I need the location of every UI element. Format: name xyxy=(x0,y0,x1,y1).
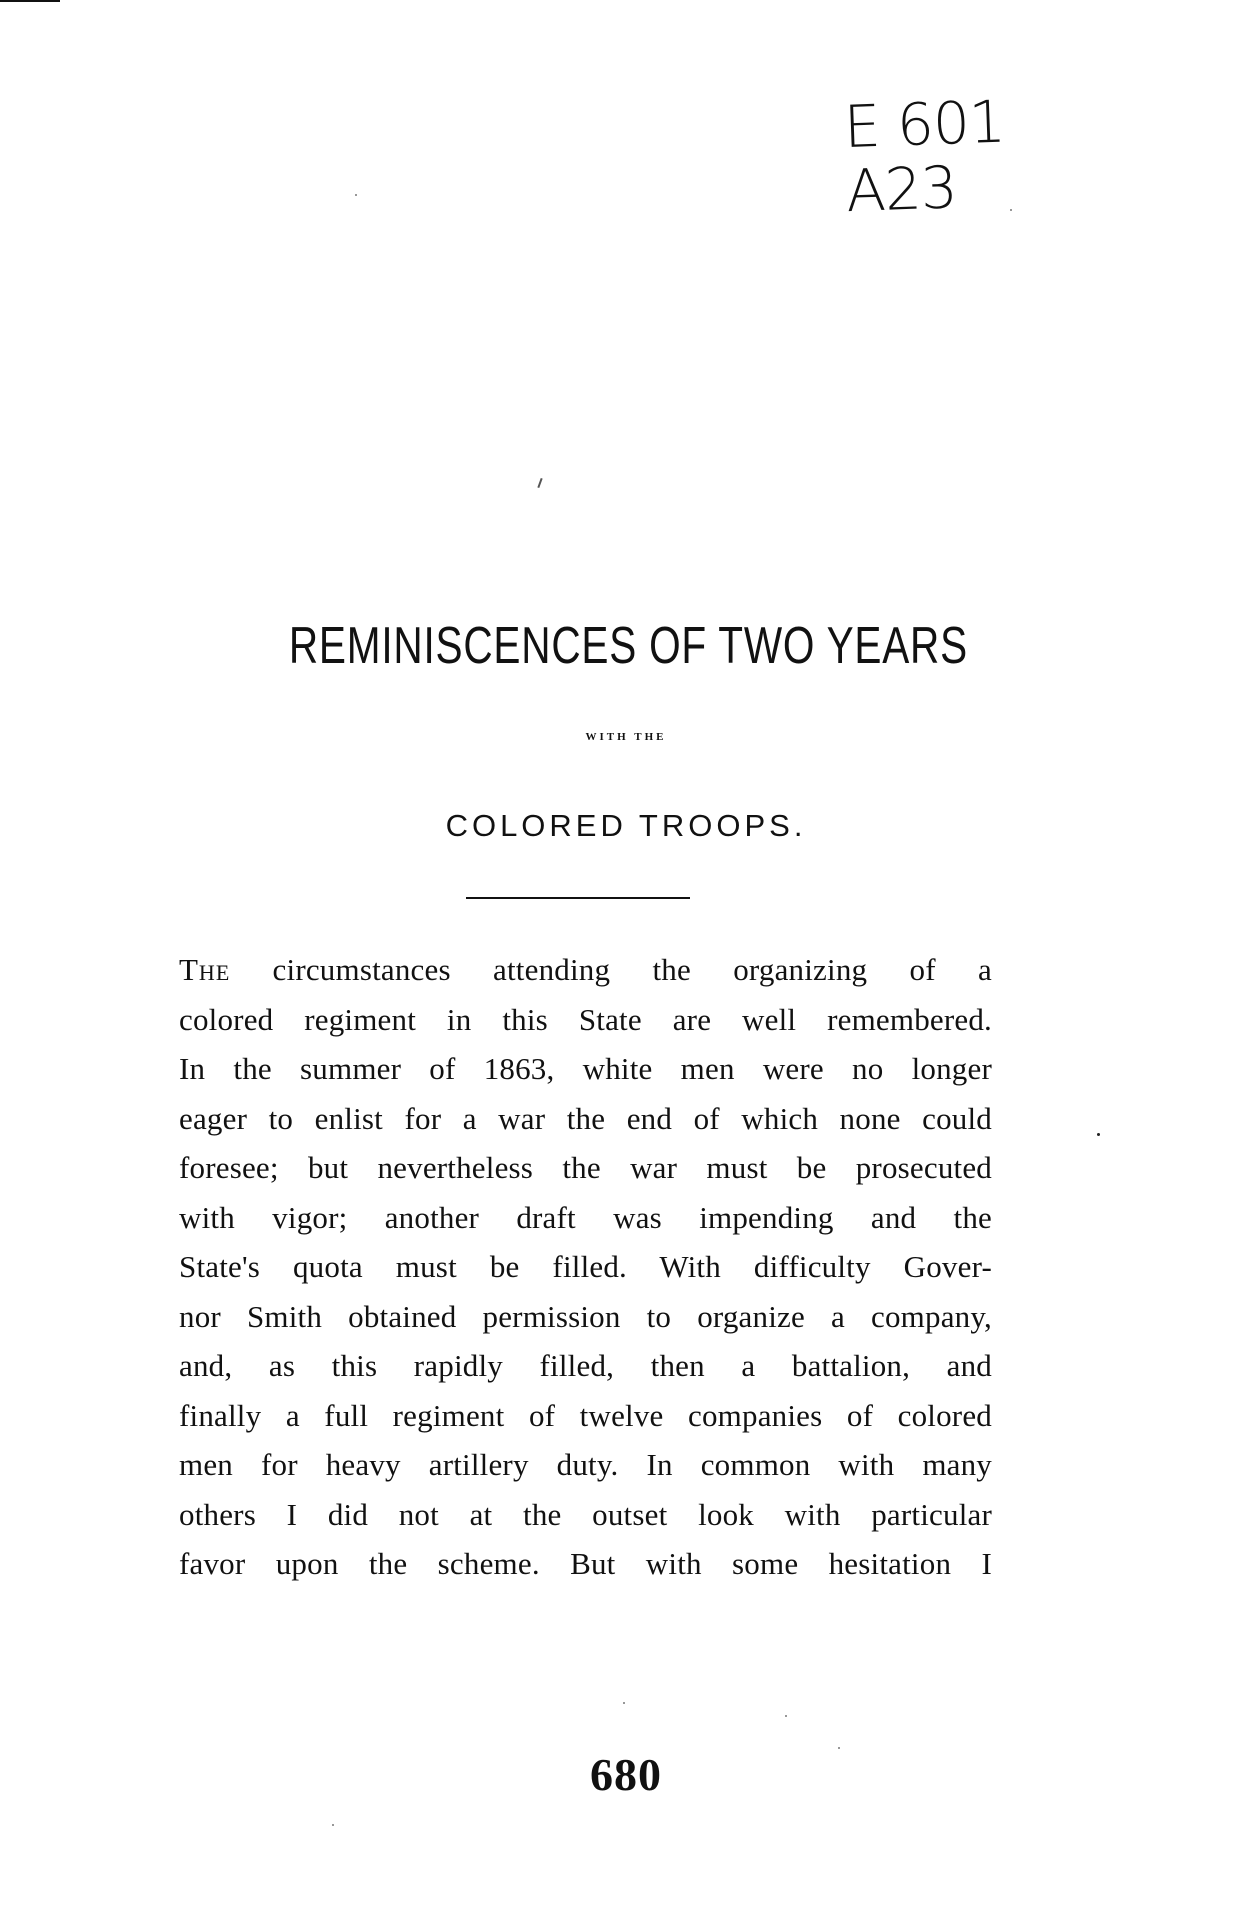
paragraph-line-3: In the summer of 1863, white men were no longer xyxy=(179,1051,992,1086)
paragraph-line-11: men for heavy artillery duty. In common with many xyxy=(179,1447,992,1482)
paragraph-line-7: State's quota must be filled. With difficulty Gover- xyxy=(179,1249,992,1284)
dust-speck xyxy=(1010,209,1012,211)
title-divider xyxy=(466,897,690,899)
page-number: 680 xyxy=(590,1749,662,1800)
paragraph-line-6: with vigor; another draft was impending and the xyxy=(179,1199,992,1235)
call-number-line-2: A23 xyxy=(844,153,958,226)
paragraph-line-8: nor Smith obtained permission to organize a company, xyxy=(179,1298,992,1334)
ink-speck xyxy=(1097,1133,1100,1136)
dust-speck xyxy=(838,1747,840,1749)
paragraph-line-10: finally a full regiment of twelve companies of colored xyxy=(179,1397,992,1433)
call-number-line-1: E 601 xyxy=(842,87,1006,162)
scan-corner-rule xyxy=(0,0,60,2)
dust-speck xyxy=(623,1702,625,1704)
dust-speck xyxy=(332,1824,334,1826)
call-number-annotation xyxy=(842,87,1027,226)
paragraph-line-9: and, as this rapidly filled, then a battalion, and xyxy=(179,1348,992,1383)
paragraph-line-1-text: circumstances attending the organizing of a xyxy=(230,952,992,987)
paragraph-line-4: eager to enlist for a war the end of which none could xyxy=(179,1100,992,1136)
scan-mark xyxy=(537,478,542,488)
document-title: REMINISCENCES OF TWO YEARS xyxy=(288,617,968,675)
title-connector: WITH THE xyxy=(585,731,667,743)
paragraph-line-12: others I did not at the outset look with particular xyxy=(179,1496,992,1532)
body-paragraph xyxy=(179,945,992,1589)
dust-speck xyxy=(785,1715,787,1717)
lead-word: The xyxy=(179,952,231,987)
document-subtitle: COLORED TROOPS. xyxy=(445,808,807,843)
paragraph-line-2: colored regiment in this State are well remembered. xyxy=(179,1001,992,1037)
paragraph-line-1 xyxy=(179,945,992,995)
paragraph-line-5: foresee; but nevertheless the war must be prosecuted xyxy=(179,1150,992,1185)
paragraph-line-13: favor upon the scheme. But with some hesitation I xyxy=(179,1546,992,1581)
dust-speck xyxy=(355,194,357,196)
